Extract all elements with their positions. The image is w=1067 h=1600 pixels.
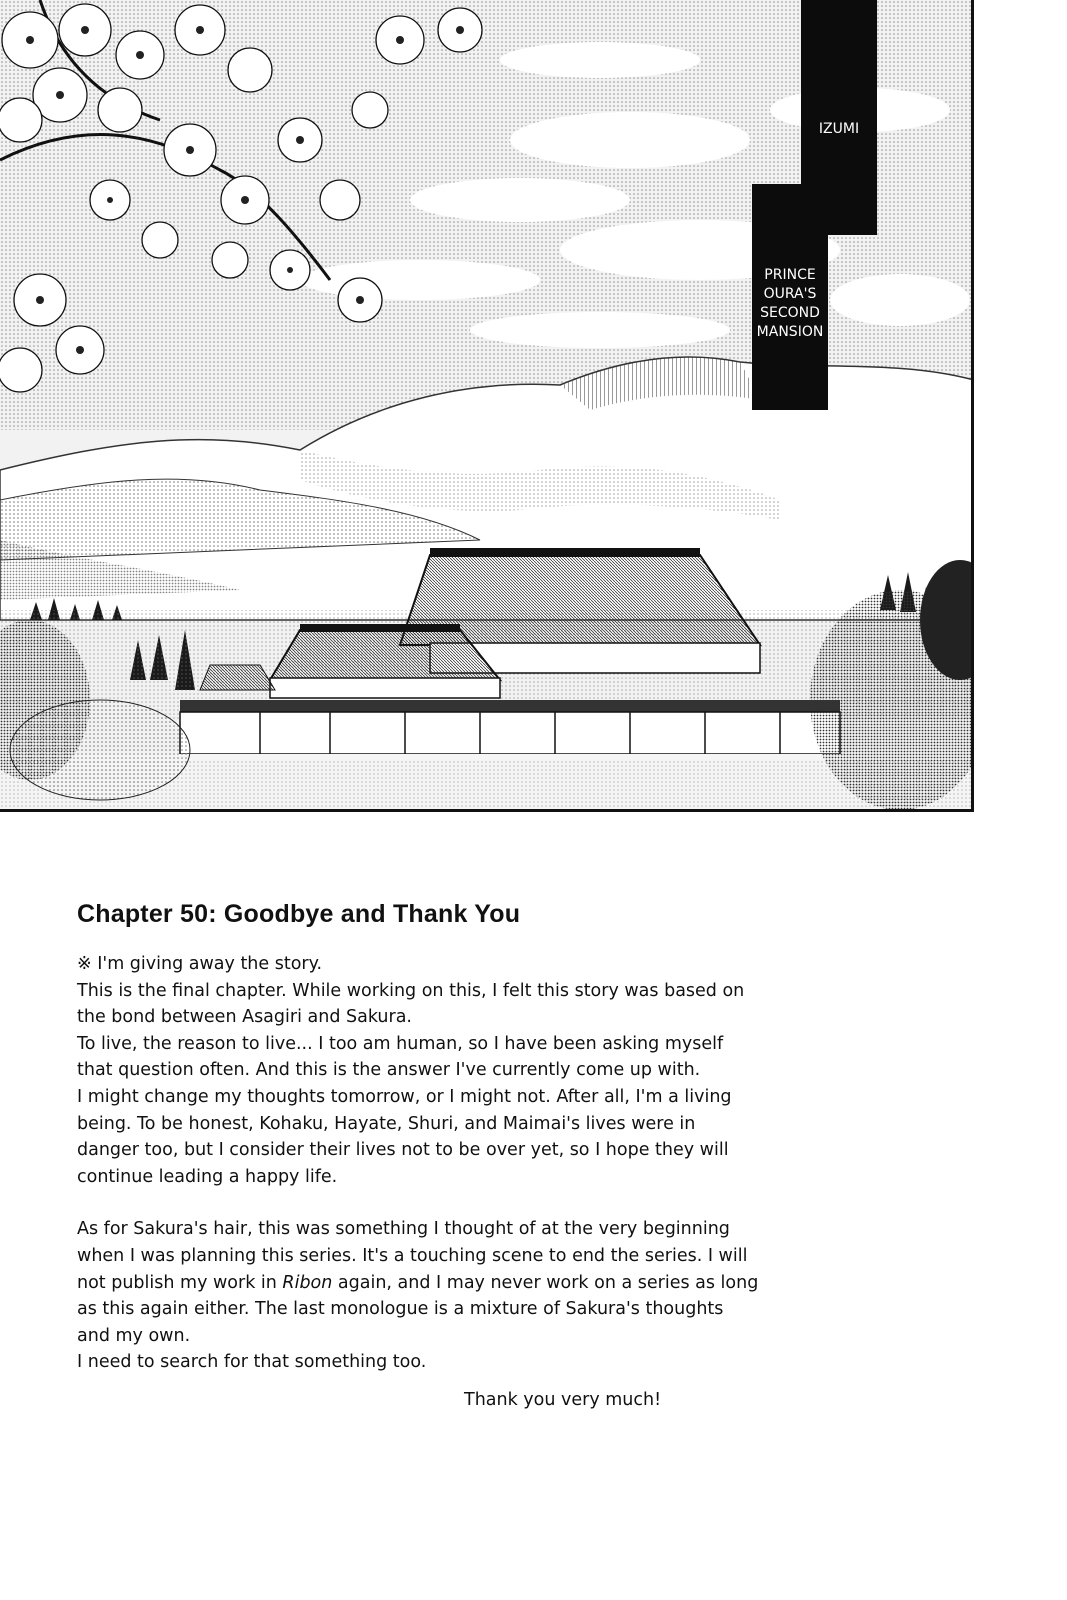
note-paragraph-1 — [77, 951, 757, 1190]
caption-mansion — [752, 184, 828, 410]
note-line: To live, the reason to live... I too am human, so I have been asking myself — [77, 1033, 724, 1054]
caption-izumi-text: IZUMI — [818, 121, 860, 137]
note-line: As for Sakura's hair, this was something I thought of at the very beginning — [77, 1219, 730, 1240]
note-line: that question often. And this is the answer I've currently come up with. — [77, 1060, 701, 1081]
note-line: as this again either. The last monologue is a mixture of Sakura's thoughts — [77, 1299, 724, 1320]
note-line: This is the final chapter. While working on this, I felt this story was based on — [77, 980, 745, 1001]
note-line: being. To be honest, Kohaku, Hayate, Shuri, and Maimai's lives were in — [77, 1113, 696, 1134]
note-text: not publish my work in — [77, 1272, 283, 1293]
note-line: the bond between Asagiri and Sakura. — [77, 1007, 412, 1028]
author-note — [77, 900, 757, 1376]
note-line: and my own. — [77, 1325, 191, 1346]
caption-mansion-line: SECOND — [760, 305, 820, 321]
note-paragraph-2 — [77, 1216, 757, 1376]
note-line: when I was planning this series. It's a touching scene to end the series. I will — [77, 1245, 748, 1266]
chapter-title: Chapter 50: Goodbye and Thank You — [77, 900, 521, 928]
note-line: danger too, but I consider their lives not to be over yet, so I hope they will — [77, 1140, 729, 1161]
caption-mansion-line: MANSION — [756, 324, 824, 340]
note-line: I might change my thoughts tomorrow, or I might not. After all, I'm a living — [77, 1086, 732, 1107]
caption-mansion-line: PRINCE — [764, 267, 816, 283]
note-line: I need to search for that something too. — [77, 1352, 427, 1373]
note-line: ※ I'm giving away the story. — [77, 954, 323, 974]
closing-thanks: Thank you very much! — [464, 1390, 662, 1410]
note-text: again, and I may never work on a series as long — [332, 1272, 759, 1293]
paragraph-gap — [77, 1190, 757, 1216]
note-line: continue leading a happy life. — [77, 1166, 338, 1187]
caption-mansion-line: OURA'S — [763, 286, 817, 302]
note-line — [77, 1270, 757, 1297]
magazine-title: Ribon — [282, 1272, 333, 1293]
